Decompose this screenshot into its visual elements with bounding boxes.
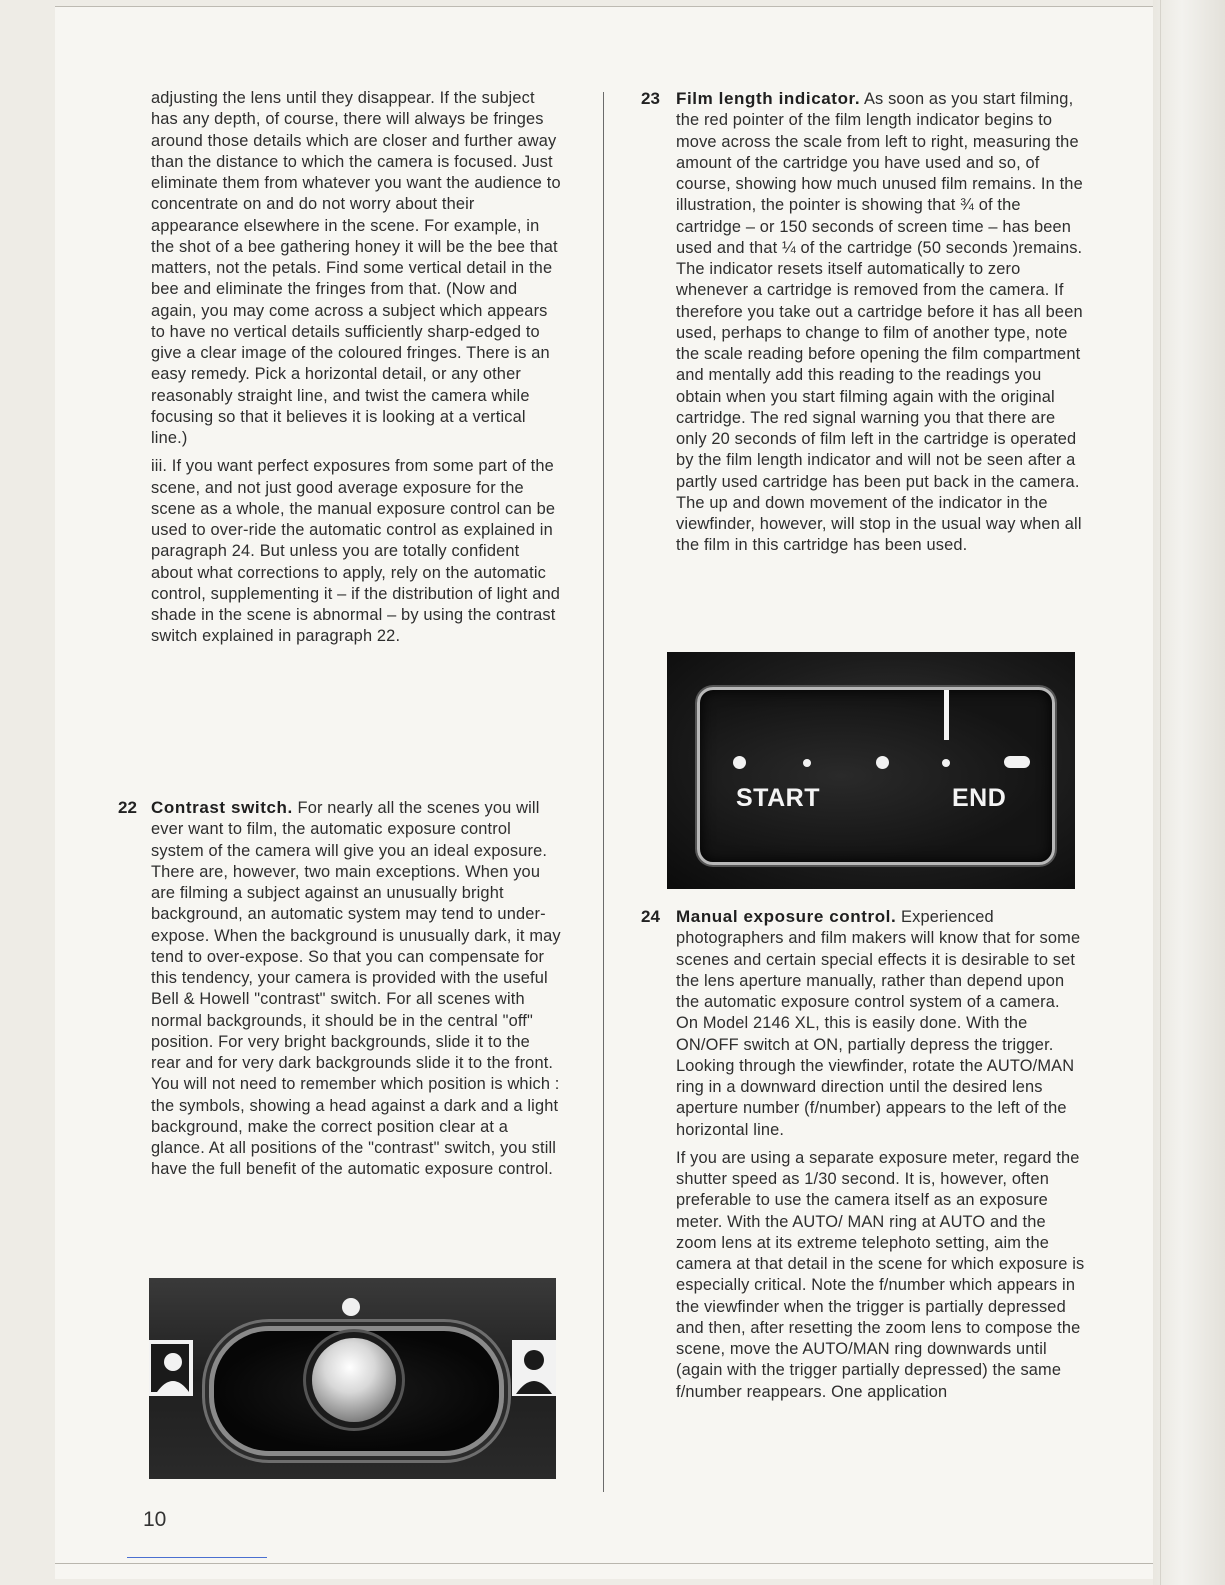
section-24-text-2: If you are using a separate exposure meter, regard the shutter speed as 1/30 second. It is, however, often preferable to use the camera itself as an exposure meter. With the AUTO/ MAN ring at AUTO and the zoom lens at its extreme telephoto setting, aim the camera at that detail in the scene for which exposure is especially critical. Note the f/number which appears in the viewfinder when the trigger is partially depressed and then, after resetting the zoom lens to compose the scene, move the AUTO/MAN ring downwards until (again with the trigger partially depressed) the same f/number reappears. One application [676, 1148, 1085, 1401]
section-24 [676, 906, 1086, 1410]
contrast-switch-photo [149, 1278, 556, 1479]
section-number-24: 24 [641, 907, 660, 926]
paragraph-fringes: adjusting the lens until they disappear. If the subject has any depth, of course, there will always be fringes around those details which are closer and further away than the distance to which the camera is focused. Just eliminate them from whatever you want the audience to concentrate on and do not worry about their appearance elsewhere in the scene. For example, in the shot of a bee gathering honey it will be the bee that matters, not the petals. Find some vertical detail in the bee and eliminate the fringes from that. (Now and again, you may come across a subject which appears to have no vertical details sufficiently sharp-edged to give a clear image of the coloured fringes. There is an easy remedy. Pick a horizontal detail, or any other reasonably straight line, and twist the camera while focusing so that it believes it is looking at a vertical line.) [151, 89, 561, 447]
section-24-heading: Manual exposure control. [676, 907, 897, 926]
section-22-heading: Contrast switch. [151, 798, 293, 817]
section-23-body: As soon as you start filming, the red pointer of the film length indicator begins to move across the scale from left to right, measuring the amount of the cartridge you have used and so, of course, showing how much unused film remains. In the illustration, the pointer is showing that ¾ of the cartridge – or 150 seconds of screen time – has been used and that ¼ of the cartridge (50 seconds )remains. The indicator resets itself automatically to zero whenever a cartridge is removed from the camera. If therefore you take out a cartridge before it has all been used, perhaps to change to film of another type, note the scale reading before opening the film compartment and mentally add this reading to the readings you obtain when you start filming again with the original cartridge. The red signal warning you that there are only 20 seconds of film left in the cartridge is operated by the film length indicator and will not be seen after a partly used cartridge has been put back in the camera. The up and down movement of the indicator in the viewfinder, however, will stop in the usual way when all the film in this cartridge has been used. [676, 90, 1083, 555]
spine-crease [1160, 0, 1161, 1585]
section-number-22: 22 [118, 798, 137, 817]
section-23-heading: Film length indicator. [676, 89, 861, 108]
column-divider [603, 92, 604, 1492]
section-number-23: 23 [641, 89, 660, 108]
paragraph-iii: iii. If you want perfect exposures from some part of the scene, and not just good average exposure for the scene as a whole, the manual exposure control can be used to over-ride the automatic control as explained in paragraph 24. But unless you are totally confident about what corrections to apply, rely on the automatic control, supplementing it – if the distribution of light and shade in the scene is abnormal – by using the contrast switch explained in paragraph 22. [151, 457, 560, 646]
scale-dot [733, 756, 746, 769]
scale-dot [803, 759, 811, 767]
end-label: END [952, 784, 1007, 812]
start-label: START [736, 784, 820, 812]
scale-dot [876, 756, 889, 769]
scale-dot [942, 759, 950, 767]
footer-rule [55, 1563, 1153, 1564]
section-22-body: For nearly all the scenes you will ever want to film, the automatic exposure control system of the camera will give you an ideal exposure. There are, however, two main exceptions. When you are filming a subject against an unusually bright background, an automatic system may tend to under-expose. When the background is unusually dark, it may tend to over-expose. So that you can compensate for this tendency, your camera is provided with the useful Bell & Howell "contrast" switch. For all scenes with normal backgrounds, it should be in the central "off" position. For very bright backgrounds, slide it to the rear and for very dark backgrounds slide it to the front. You will not need to remember which position is which : the symbols, showing a head against a dark and a light background, make the correct position clear at a glance. At all positions of the "contrast" switch, you still have the full benefit of the automatic exposure control. [151, 799, 561, 1179]
section-22-text [151, 797, 561, 1181]
switch-knob [312, 1338, 396, 1422]
head-light-background-icon [512, 1340, 556, 1396]
section-23-text [676, 88, 1086, 557]
footer-link-line [127, 1557, 267, 1558]
indicator-window [697, 687, 1055, 865]
page-number: 10 [143, 1508, 167, 1531]
film-length-indicator-photo [667, 652, 1075, 889]
section-24-body: Experienced photographers and film makers will know that for some scenes and certain special effects it is desirable to set the lens aperture manually, rather than depend upon the automatic exposure control system of a camera. On Model 2146 XL, this is easily done. With the ON/OFF switch at ON, partially depress the trigger. Looking through the viewfinder, rotate the AUTO/MAN ring in a downward direction until the desired lens aperture number (f/number) appears to the left of the horizontal line. [676, 908, 1081, 1139]
scale-end-mark [1004, 756, 1030, 768]
head-dark-background-icon [149, 1340, 193, 1396]
section-23 [676, 88, 1086, 564]
switch-position-dot [342, 1298, 360, 1316]
section-22 [151, 797, 561, 1188]
red-pointer [944, 690, 949, 740]
book-spine [1153, 0, 1225, 1585]
section-24-text [676, 906, 1086, 1141]
left-column-intro [151, 88, 561, 655]
